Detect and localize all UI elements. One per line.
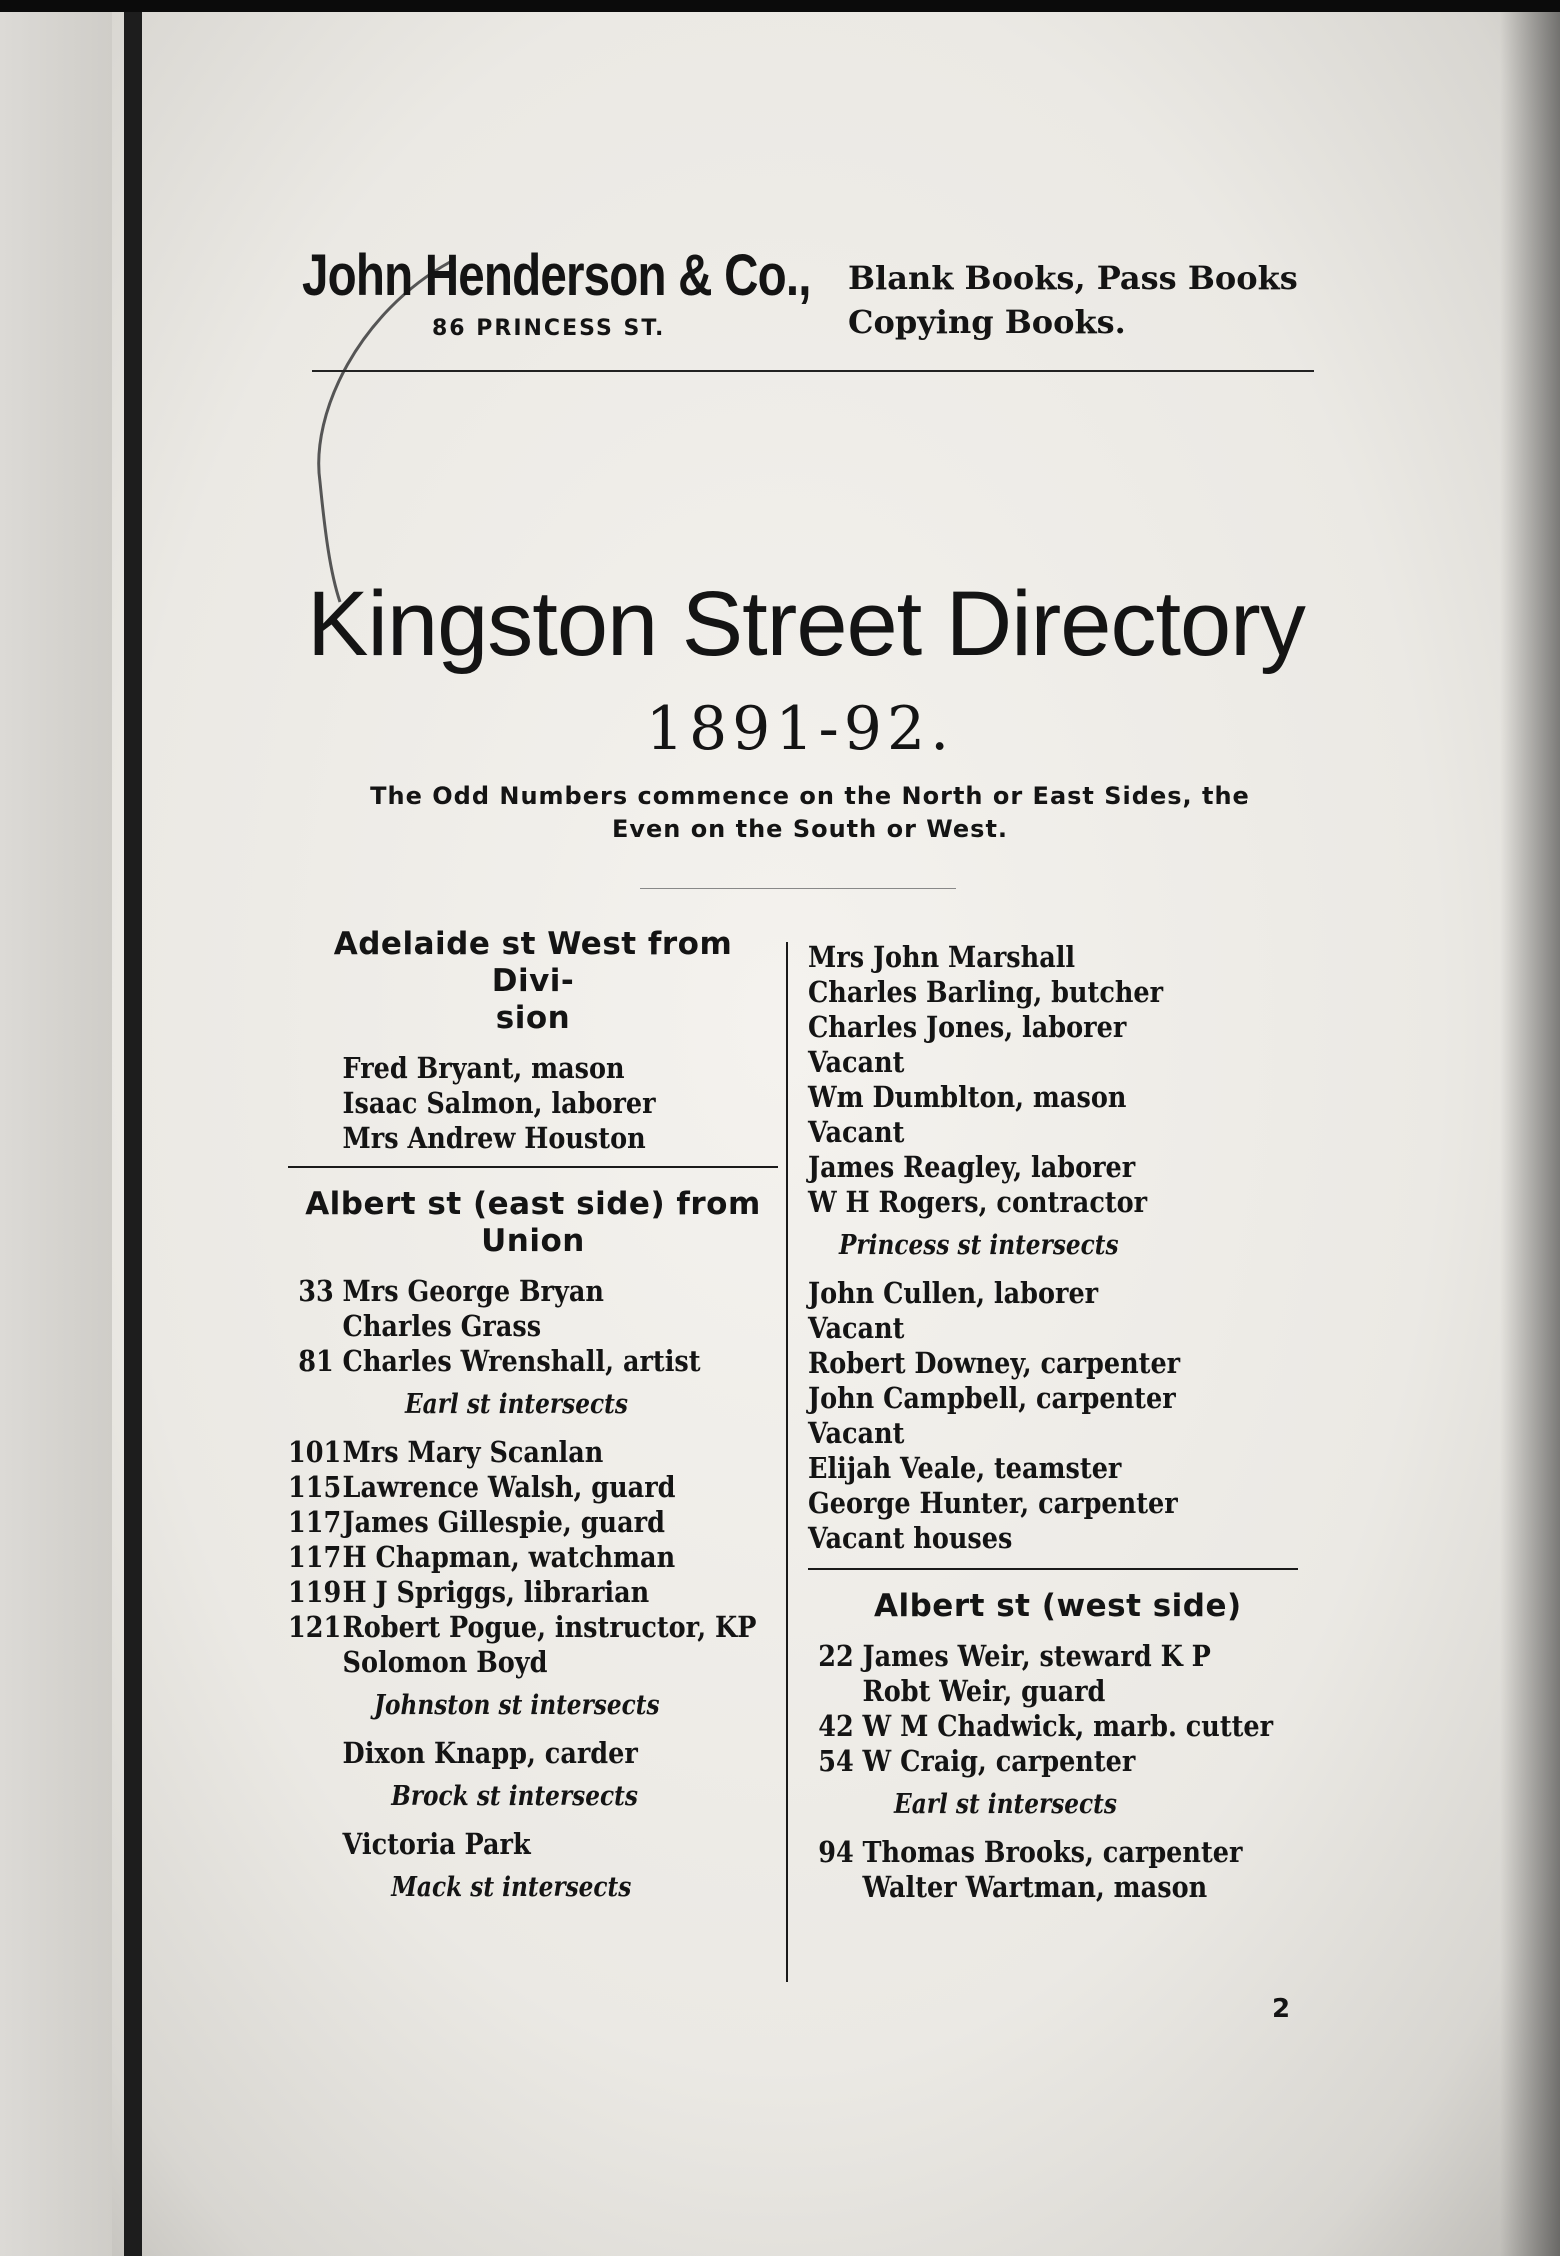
left-column [288, 926, 778, 1918]
note-rule [640, 888, 956, 889]
list-item: Solomon Boyd [342, 1645, 548, 1679]
section-rule [288, 1166, 778, 1168]
list-item: Vacant [808, 1045, 905, 1079]
intersection-note: Mack st intersects [391, 1872, 632, 1903]
list-item: Walter Wartman, mason [862, 1870, 1208, 1904]
company-name: John Henderson & Co., [302, 243, 811, 308]
page-year: 1891-92. [645, 694, 955, 764]
list-item: 22 James Weir, steward K P [818, 1639, 1211, 1673]
header-rule [312, 370, 1314, 372]
list-item: Charles Jones, laborer [808, 1010, 1127, 1044]
page-shadow [1500, 12, 1560, 2256]
list-item: Vacant [808, 1311, 905, 1345]
list-item: Vacant [808, 1115, 905, 1149]
heading-line: Adelaide st West from Divi- [333, 926, 733, 999]
list-item: Fred Bryant, mason [342, 1051, 625, 1085]
list-item: George Hunter, carpenter [808, 1486, 1178, 1520]
right-column [808, 940, 1298, 1905]
facing-page-edge [0, 12, 112, 2256]
intersection-note: Earl st intersects [404, 1389, 628, 1420]
company-address: 86 PRINCESS ST. [432, 316, 666, 341]
street-heading-albert-east [288, 1186, 778, 1260]
list-item: Dixon Knapp, carder [342, 1736, 638, 1770]
list-item: 101Mrs Mary Scanlan [288, 1435, 604, 1469]
list-item: 121Robert Pogue, instructor, KP [288, 1610, 757, 1644]
intersection-note: Brock st intersects [391, 1781, 638, 1812]
list-item: Charles Barling, butcher [808, 975, 1164, 1009]
list-item: James Reagley, laborer [808, 1150, 1136, 1184]
list-item: John Campbell, carpenter [808, 1381, 1176, 1415]
list-item: 115Lawrence Walsh, guard [288, 1470, 676, 1504]
intersection-note: Earl st intersects [894, 1789, 1117, 1820]
page-number: 2 [1272, 1994, 1291, 2024]
list-item: 119H J Spriggs, librarian [288, 1575, 650, 1609]
list-item: 94 Thomas Brooks, carpenter [818, 1835, 1243, 1869]
list-item: W H Rogers, contractor [808, 1185, 1148, 1219]
note-line: The Odd Numbers commence on the North or East Sides, the [370, 782, 1250, 810]
heading-line: sion [495, 1000, 571, 1036]
list-item: Mrs Andrew Houston [342, 1121, 646, 1155]
list-item: Isaac Salmon, laborer [342, 1086, 656, 1120]
numbering-note [280, 780, 1340, 846]
list-item: 117James Gillespie, guard [288, 1505, 665, 1539]
heading-line: Union [481, 1223, 585, 1259]
heading-line: Albert st (east side) from [305, 1186, 761, 1222]
list-item: Vacant [808, 1416, 905, 1450]
street-heading-albert-west: Albert st (west side) [874, 1588, 1242, 1624]
list-item: Charles Grass [342, 1309, 542, 1343]
list-item: 42 W M Chadwick, marb. cutter [818, 1709, 1274, 1743]
list-item: Elijah Veale, teamster [808, 1451, 1122, 1485]
section-rule [808, 1568, 1298, 1570]
directory-page [0, 12, 1560, 2256]
advertiser-block [302, 243, 822, 341]
book-spine [124, 12, 142, 2256]
page-title: Kingston Street Directory [307, 573, 1305, 675]
product-line: Copying Books. [848, 303, 1126, 341]
list-item: John Cullen, laborer [808, 1276, 1099, 1310]
list-item: Victoria Park [342, 1827, 531, 1861]
note-line: Even on the South or West. [611, 815, 1009, 843]
list-item: Robt Weir, guard [862, 1674, 1106, 1708]
list-item: Robert Downey, carpenter [808, 1346, 1181, 1380]
list-item: Vacant houses [808, 1521, 1013, 1555]
list-item: 33 Mrs George Bryan [298, 1274, 604, 1308]
list-item: Mrs John Marshall [808, 940, 1076, 974]
list-item: Wm Dumblton, mason [808, 1080, 1127, 1114]
product-line: Blank Books, Pass Books [848, 259, 1298, 297]
street-heading-adelaide [288, 926, 778, 1037]
list-item: 81 Charles Wrenshall, artist [298, 1344, 701, 1378]
column-divider [786, 942, 788, 1982]
list-item: 117H Chapman, watchman [288, 1540, 676, 1574]
intersection-note: Princess st intersects [838, 1230, 1119, 1261]
product-list [848, 256, 1298, 344]
intersection-note: Johnston st intersects [374, 1690, 660, 1721]
list-item: 54 W Craig, carpenter [818, 1744, 1136, 1778]
